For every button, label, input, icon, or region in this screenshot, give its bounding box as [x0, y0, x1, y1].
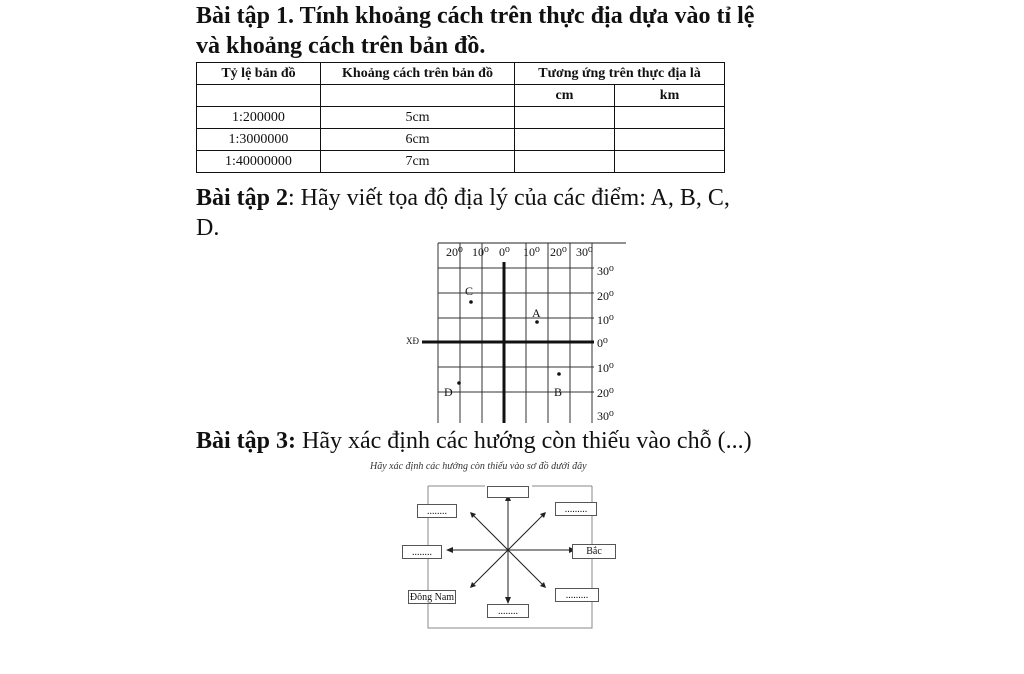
- east-box[interactable]: Bắc: [572, 544, 616, 559]
- top-tick: 0⁰: [499, 245, 510, 259]
- ex2-label: Bài tập 2: [196, 185, 289, 211]
- equator-label: XĐ: [406, 336, 419, 346]
- compass-diagram: [390, 478, 630, 634]
- header-real-distance: Tương ứng trên thực địa là: [515, 63, 725, 85]
- point-b-dot: [557, 372, 561, 376]
- subheader-cm: cm: [515, 85, 615, 107]
- header-scale: Tỷ lệ bản đồ: [197, 63, 321, 85]
- row-distance: 7cm: [321, 151, 515, 173]
- north-blank-box[interactable]: [487, 486, 529, 498]
- table-header-row: [197, 63, 725, 85]
- row-scale: 1:40000000: [197, 151, 321, 173]
- diagram-caption: Hãy xác định các hướng còn thiếu vào sơ đồ dưới đây: [370, 461, 587, 472]
- northwest-blank-box[interactable]: ........: [417, 504, 457, 518]
- row-distance: 6cm: [321, 129, 515, 151]
- ex2-heading: [196, 184, 730, 212]
- right-tick: 10⁰: [597, 361, 614, 375]
- header-map-distance: Khoảng cách trên bản đồ: [321, 63, 515, 85]
- point-d-label: D: [444, 385, 453, 399]
- right-tick: 20⁰: [597, 386, 614, 400]
- right-tick: 20⁰: [597, 289, 614, 303]
- right-tick: 0⁰: [597, 336, 608, 350]
- ex2-text: : Hãy viết tọa độ địa lý của các điểm: A, B, C,: [288, 185, 730, 211]
- point-a-dot: [535, 320, 539, 324]
- row-scale: 1:3000000: [197, 129, 321, 151]
- point-a-label: A: [532, 306, 541, 320]
- south-blank-box[interactable]: ........: [487, 604, 529, 618]
- top-tick: 10⁰: [472, 245, 489, 259]
- grid-horizontal-lines: [438, 268, 594, 392]
- point-d-dot: [457, 381, 461, 385]
- ex2-text-line2: D.: [196, 215, 220, 241]
- table-row: [197, 107, 725, 129]
- coordinate-grid: [400, 240, 640, 425]
- subheader-km: km: [615, 85, 725, 107]
- ex1-title-line1: Bài tập 1. Tính khoảng cách trên thực địa dựa vào tỉ lệ: [196, 3, 755, 29]
- table-row: [197, 129, 725, 151]
- top-tick: 20⁰: [550, 245, 567, 259]
- right-tick: 30⁰: [597, 409, 614, 423]
- northeast-blank-box[interactable]: .........: [555, 502, 597, 516]
- top-tick: 20⁰: [446, 245, 463, 259]
- point-b-label: B: [554, 385, 563, 399]
- table-row: [197, 151, 725, 173]
- top-tick: 10⁰: [523, 245, 540, 259]
- right-tick: 30⁰: [597, 264, 614, 278]
- point-c-label: C: [465, 284, 474, 298]
- ex3-label: Bài tập 3:: [196, 428, 297, 454]
- compass-arrows: [450, 498, 572, 600]
- ex1-table: [196, 62, 725, 173]
- row-scale: 1:200000: [197, 107, 321, 129]
- southeast-label-box[interactable]: Đông Nam: [409, 592, 455, 603]
- row-distance: 5cm: [321, 107, 515, 129]
- west-blank-box[interactable]: ........: [402, 545, 442, 559]
- point-c-dot: [469, 300, 473, 304]
- right-tick: 10⁰: [597, 313, 614, 327]
- ex1-title-line2: và khoảng cách trên bản đồ.: [196, 33, 486, 59]
- top-tick: 30⁰: [576, 245, 593, 259]
- ex3-text: Hãy xác định các hướng còn thiếu vào chỗ (...): [296, 428, 752, 454]
- table-subheader-row: [197, 85, 725, 107]
- grid-vertical-lines: [438, 243, 592, 423]
- ex3-heading: [196, 427, 752, 455]
- southwest-blank-box[interactable]: .........: [555, 588, 599, 602]
